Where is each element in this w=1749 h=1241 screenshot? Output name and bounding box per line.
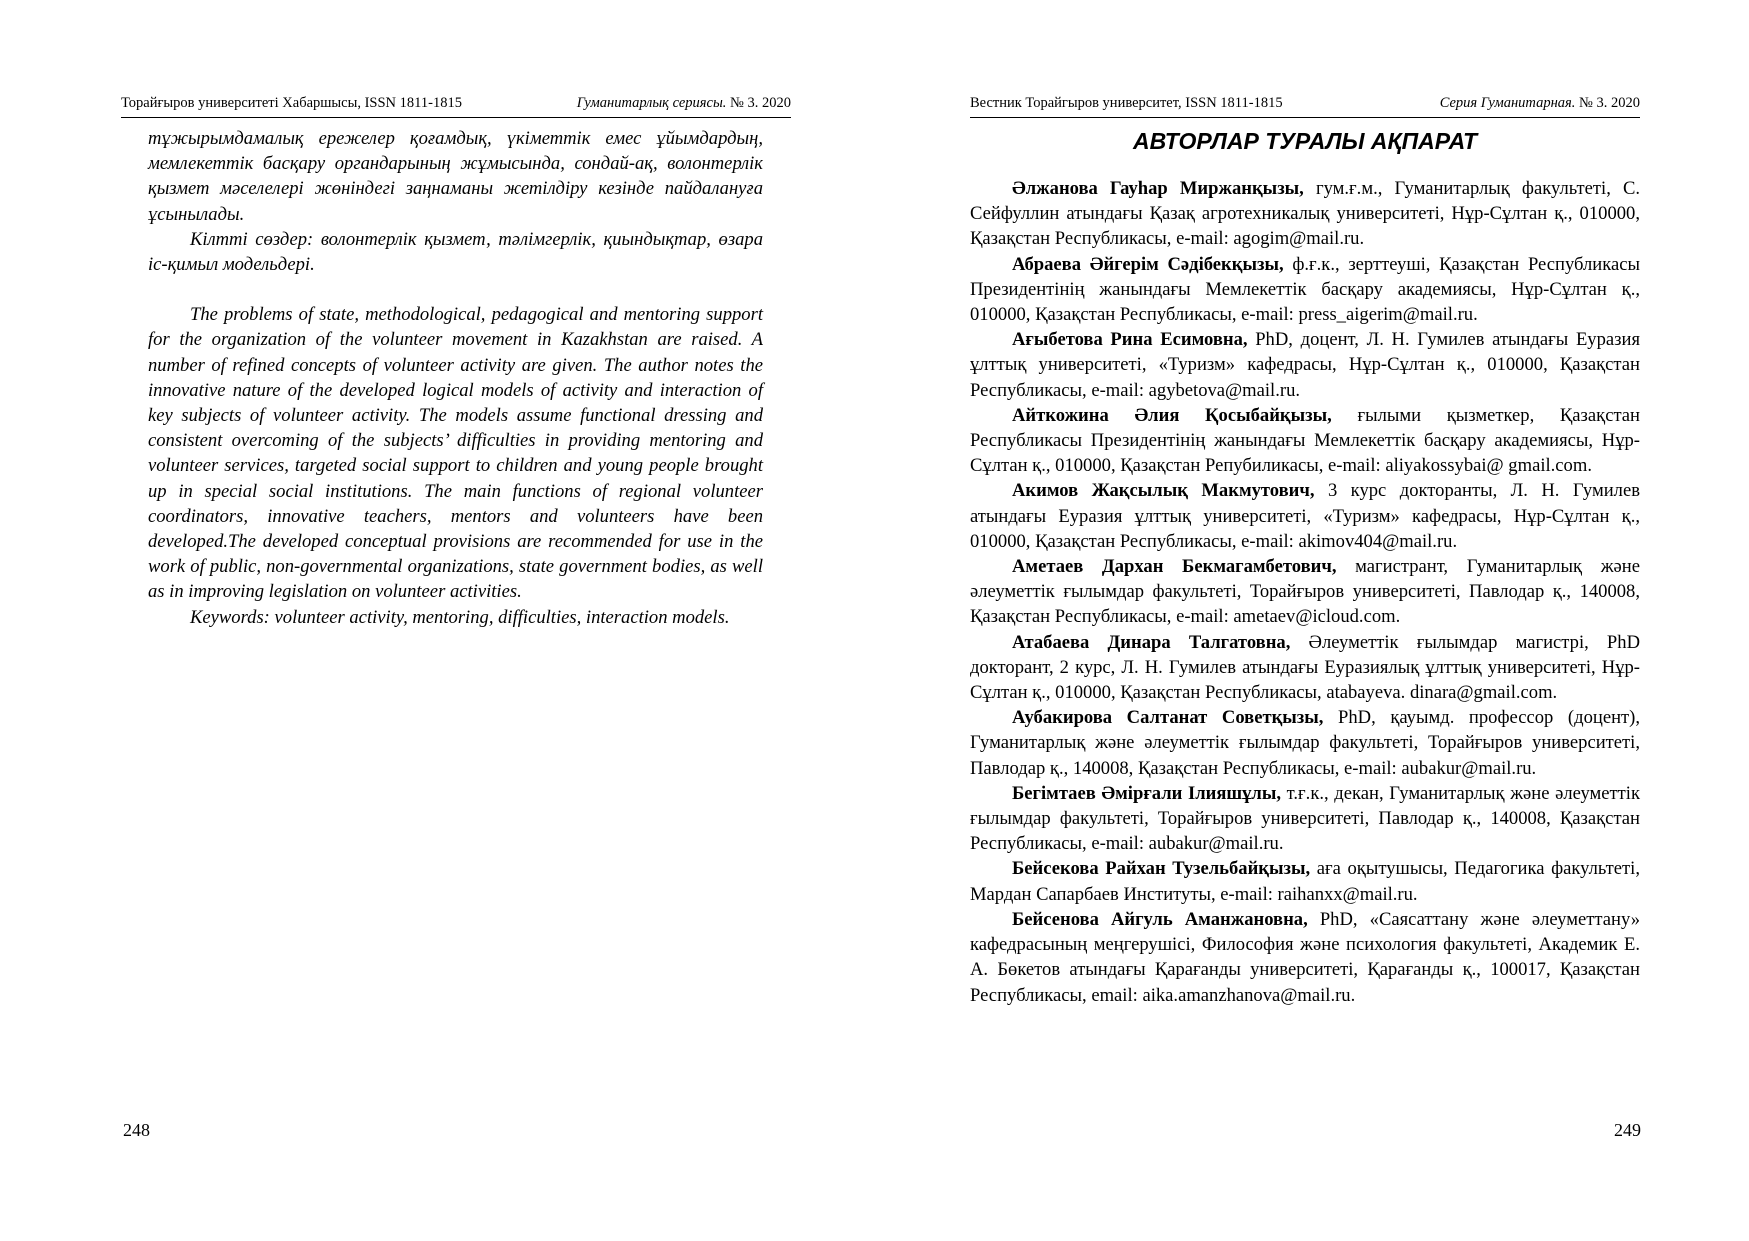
author-entry	[970, 403, 1640, 479]
author-name: Бегімтаев Әмірғали Ілияшұлы,	[1012, 782, 1282, 804]
author-entry	[970, 327, 1640, 403]
author-entry	[970, 856, 1640, 906]
author-entry	[970, 781, 1640, 857]
page-number: 248	[123, 1120, 150, 1140]
author-entry	[970, 554, 1640, 630]
author-entry	[970, 252, 1640, 328]
author-name: Аубакирова Салтанат Советқызы,	[1012, 707, 1324, 729]
series-name: Серия Гуманитарная.	[1439, 95, 1576, 111]
abstract-text	[148, 126, 763, 630]
author-entry	[970, 630, 1640, 706]
author-details: Әлеуметтік ғылымдар магистрі, PhD докторант, 2 курс, Л. Н. Гумилев атындағы Еуразиялық ұлттық университеті, Нұр-Сұлтан қ., 010000, Қазақстан Республикасы, atabayeva. dinara@gmail.com.	[970, 631, 1640, 704]
author-details: PhD, доцент, Л. Н. Гумилев атындағы Еуразия ұлттық университеті, «Туризм» кафедрасы, Нұр-Сұлтан қ., 010000, Қазақстан Республикасы, e-mail: agybetova@mail.ru.	[970, 329, 1640, 401]
author-name: Атабаева Динара Талгатовна,	[1012, 631, 1291, 653]
author-details: ғылыми қызметкер, Қазақстан Республикасы Президентінің жанындағы Мемлекеттік басқару академиясы, Нұр-Сұлтан қ., 010000, Қазақстан Репубиликасы, e-mail: aliyakossybai@ gmail.com.	[970, 404, 1640, 477]
author-name: Бейсекова Райхан Тузельбайқызы,	[1012, 858, 1311, 880]
running-header	[970, 93, 1640, 118]
series-info	[577, 93, 791, 113]
author-name: Әлжанова Гауһар Миржанқызы,	[1012, 178, 1304, 199]
abstract-english: The problems of state, methodological, pedagogical and mentoring support for the organization of the volunteer movement in Kazakhstan are raised. A number of refined concepts of volunteer activity are given. The author notes the innovative nature of the developed logical models of activity and interaction of key subjects of volunteer activity. The models assume functional dressing and consistent overcoming of the subjects’ difficulties in providing mentoring and volunteer services, targeted social support to children and young people brought up in special social institutions. The main functions of regional volunteer coordinators, innovative teachers, mentors and volunteers have been developed.The developed conceptual provisions are recommended for use in the work of public, non-governmental organizations, state government bodies, as well as in improving legislation on volunteer activities.	[148, 304, 763, 603]
keywords-english: Keywords: volunteer activity, mentoring, difficulties, interaction models.	[190, 606, 730, 628]
authors-list	[970, 176, 1640, 1008]
issue-number: № 3. 2020	[1575, 95, 1640, 111]
journal-title: Торайғыров университеті Хабаршысы, ISSN 1811-1815	[121, 95, 462, 111]
series-name: Гуманитарлық сериясы.	[576, 95, 727, 111]
section-title: АВТОРЛАР ТУРАЛЫ АҚПАРАТ	[1132, 128, 1478, 154]
author-name: Абраева Әйгерім Сәдібекқызы,	[1012, 253, 1284, 275]
author-entry	[970, 478, 1640, 554]
author-name: Акимов Жақсылық Макмутович,	[1012, 480, 1315, 502]
author-name: Аметаев Дархан Бекмагамбетович,	[1012, 556, 1337, 578]
author-details: 3 курс докторанты, Л. Н. Гумилев атындағы Еуразия ұлттық университеті, «Туризм» кафедрасы, Нұр-Сұлтан қ., 010000, Қазақстан Республикасы, e-mail: akimov404@mail.ru.	[970, 480, 1640, 552]
paragraph-gap	[148, 277, 763, 302]
author-details: гум.ғ.м., Гуманитарлық факультеті, С. Сейфуллин атындағы Қазақ агротехникалық университеті, Нұр-Сұлтан қ., 010000, Қазақстан Республикасы, e-mail: agogim@mail.ru.	[970, 178, 1641, 250]
author-details: т.ғ.к., декан, Гуманитарлық және әлеуметтік ғылымдар факультеті, Торайғыров университеті, Павлодар қ., 140008, Қазақстан Республикасы, e-mail: aubakur@mail.ru.	[970, 782, 1640, 855]
right-page	[874, 0, 1749, 1241]
keywords-kazakh: Кілтті сөздер: волонтерлік қызмет, тәлімгерлік, қиындықтар, өзара іс-қимыл модельдері.	[148, 228, 763, 276]
author-details: магистрант, Гуманитарлық және әлеуметтік ғылымдар факультеті, Торайғыров университеті, Павлодар қ., 140008, Қазақстан Республикасы, e-mail: ametaev@icloud.com.	[970, 556, 1640, 628]
journal-title: Вестник Торайгыров университет, ISSN 1811-1815	[970, 95, 1283, 111]
author-details: ф.ғ.к., зерттеуші, Қазақстан Республикасы Президентінің жанындағы Мемлекеттік басқару академиясы, Нұр-Сұлтан қ., 010000, Қазақстан Республикасы, e-mail: press_aigerim@mail.ru.	[970, 253, 1640, 326]
abstract-paragraph: тұжырымдамалық ережелер қоғамдық, үкіметтік емес ұйымдардың, мемлекеттік басқару органдарының жұмысында, сондай-ақ, волонтерлік қызмет мәселелері жөніндегі заңнаманы жетілдіру кезінде пайдалануға ұсынылады.	[148, 128, 763, 225]
page-number: 249	[1614, 1120, 1641, 1140]
author-name: Бейсенова Айгуль Аманжановна,	[1012, 908, 1308, 930]
issue-number: № 3. 2020	[726, 95, 791, 111]
author-name: Ағыбетова Рина Есимовна,	[1012, 329, 1248, 351]
series-info	[1440, 93, 1640, 113]
author-details: PhD, «Саясаттану және әлеуметтану» кафедрасының меңгерушісі, Философия және психология факультеті, Академик Е. А. Бөкетов атындағы Қарағанды университеті, Қарағанды қ., 100017, Қазақстан Республикасы, email: aika.amanzhanova@mail.ru.	[970, 908, 1640, 1006]
author-details: PhD, қауымд. профессор (доцент), Гуманитарлық және әлеуметтік ғылымдар факультеті, Торайғыров университеті, Павлодар қ., 140008, Қазақстан Республикасы, e-mail: aubakur@mail.ru.	[970, 707, 1640, 779]
author-details: аға оқытушысы, Педагогика факультеті, Мардан Сапарбаев Институты, e-mail: raihanxx@mail.ru.	[970, 858, 1640, 905]
author-name: Айткожина Әлия Қосыбайқызы,	[1012, 404, 1332, 426]
author-entry	[970, 907, 1640, 1008]
running-header	[121, 93, 791, 118]
author-entry	[970, 176, 1640, 252]
left-page	[0, 0, 874, 1241]
author-entry	[970, 705, 1640, 781]
